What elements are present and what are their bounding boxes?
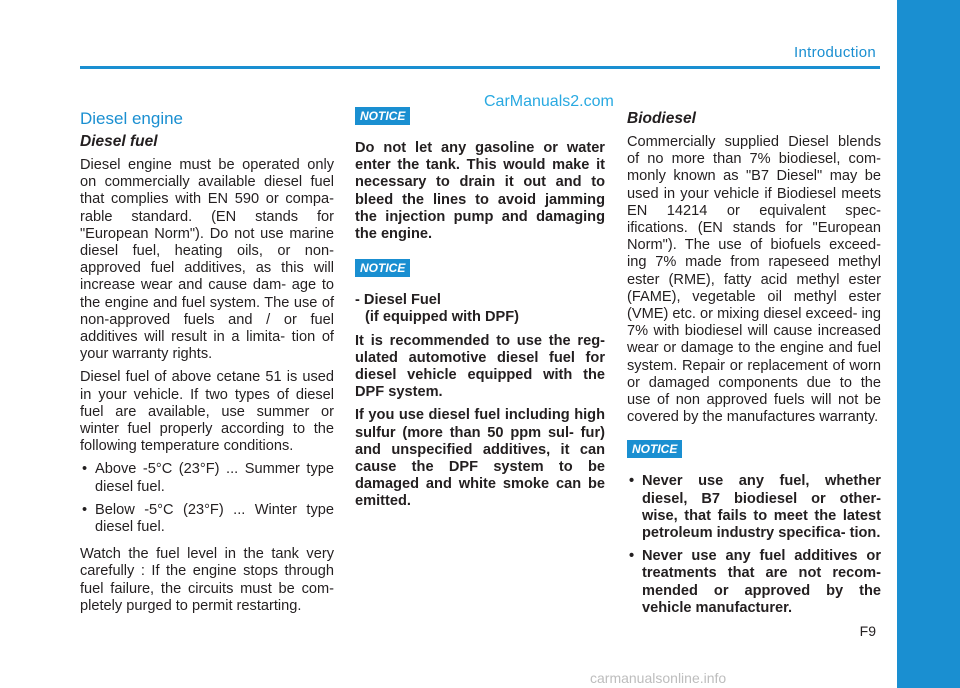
- notice-dpf-title: - Diesel Fuel: [355, 292, 441, 309]
- section-title: Introduction: [794, 44, 876, 61]
- notice-badge: NOTICE: [355, 107, 410, 125]
- paragraph-cetane: Diesel fuel of above cetane 51 is used in your vehicle. If two types of diesel fuel are available, use summer or winter fuel properly according to the following temperature conditions.: [80, 369, 334, 455]
- paragraph-biodiesel: Commercially supplied Diesel blends of no more than 7% biodiesel, com- monly known as "B7 Diesel" may be used in your vehicle if Biodiesel meets EN 14214 or equivalent spec- ifications. (EN stands for "European Norm"). The use of biofuels exceed- ing 7% made from rapeseed methyl ester (RME), fatty acid methyl ester (FAME), vegetable oil methyl ester (VME) etc. or mixing diesel exceed- ing 7% with biodiesel will cause increased wear or damage to the engine and fuel system. Repair or replacement of worn or damaged components due to the use of non approved fuels will not be covered by the manufactures warranty.: [627, 134, 881, 426]
- paragraph-fuel-level: Watch the fuel level in the tank very carefully : If the engine stops through fuel failure, the circuits must be com- pletely purged to permit restarting.: [80, 546, 334, 614]
- list-item: • Below -5°C (23°F) ... Winter type diesel fuel.: [80, 502, 334, 536]
- watermark-top[interactable]: CarManuals2.com: [484, 93, 614, 110]
- list-item: • Never use any fuel additives or treatments that are not recom- mended or approved by the vehicle manufacturer.: [627, 548, 881, 617]
- watermark-bottom[interactable]: carmanualsonline.info: [590, 670, 727, 686]
- list-item: • Never use any fuel, whether diesel, B7 biodiesel or other- wise, that fails to meet the latest petroleum industry specifica- tion.: [627, 473, 881, 542]
- notice-dpf-warning: If you use diesel fuel including high sulfur (more than 50 ppm sul- fur) and unspecified additives, it can cause the DPF system to be damaged and white smoke can be emitted.: [355, 407, 605, 510]
- chapter-side-tab: [897, 0, 960, 688]
- page-number: F9: [859, 623, 876, 639]
- notice-badge: NOTICE: [627, 440, 682, 458]
- biodiesel-warning-list: [627, 473, 881, 617]
- notice-gasoline-water: Do not let any gasoline or water enter the tank. This would make it necessary to drain it out and to bleed the lines to avoid jamming the injection pump and damaging the engine.: [355, 140, 605, 243]
- column-diesel-fuel: [80, 107, 334, 621]
- list-item: • Above -5°C (23°F) ... Summer type diesel fuel.: [80, 461, 334, 495]
- notice-dpf-subtitle: (if equipped with DPF): [365, 309, 520, 326]
- subheading-diesel-fuel: Diesel fuel: [80, 133, 158, 150]
- paragraph-fuel-requirements: Diesel engine must be operated only on commercially available diesel fuel that complies with EN 590 or compa- rable standard. (EN stands for "European Norm"). Do not use marine diesel fuel, heating oils, or non-approved fuel additives, as this will increase wear and cause dam- age to the engine and fuel system. The use of non-approved fuels and / or fuel additives will result in a limita- tion of your warranty rights.: [80, 157, 334, 363]
- heading-diesel-engine: Diesel engine: [80, 109, 184, 128]
- column-biodiesel: [627, 107, 881, 627]
- header-rule: [80, 66, 880, 69]
- notice-dpf-recommendation: It is recommended to use the reg- ulated automotive diesel fuel for diesel vehicle equipped with the DPF system.: [355, 332, 605, 401]
- subheading-biodiesel: Biodiesel: [627, 110, 696, 127]
- column-notices: [355, 107, 605, 517]
- notice-badge: NOTICE: [355, 259, 410, 277]
- temperature-list: [80, 461, 334, 536]
